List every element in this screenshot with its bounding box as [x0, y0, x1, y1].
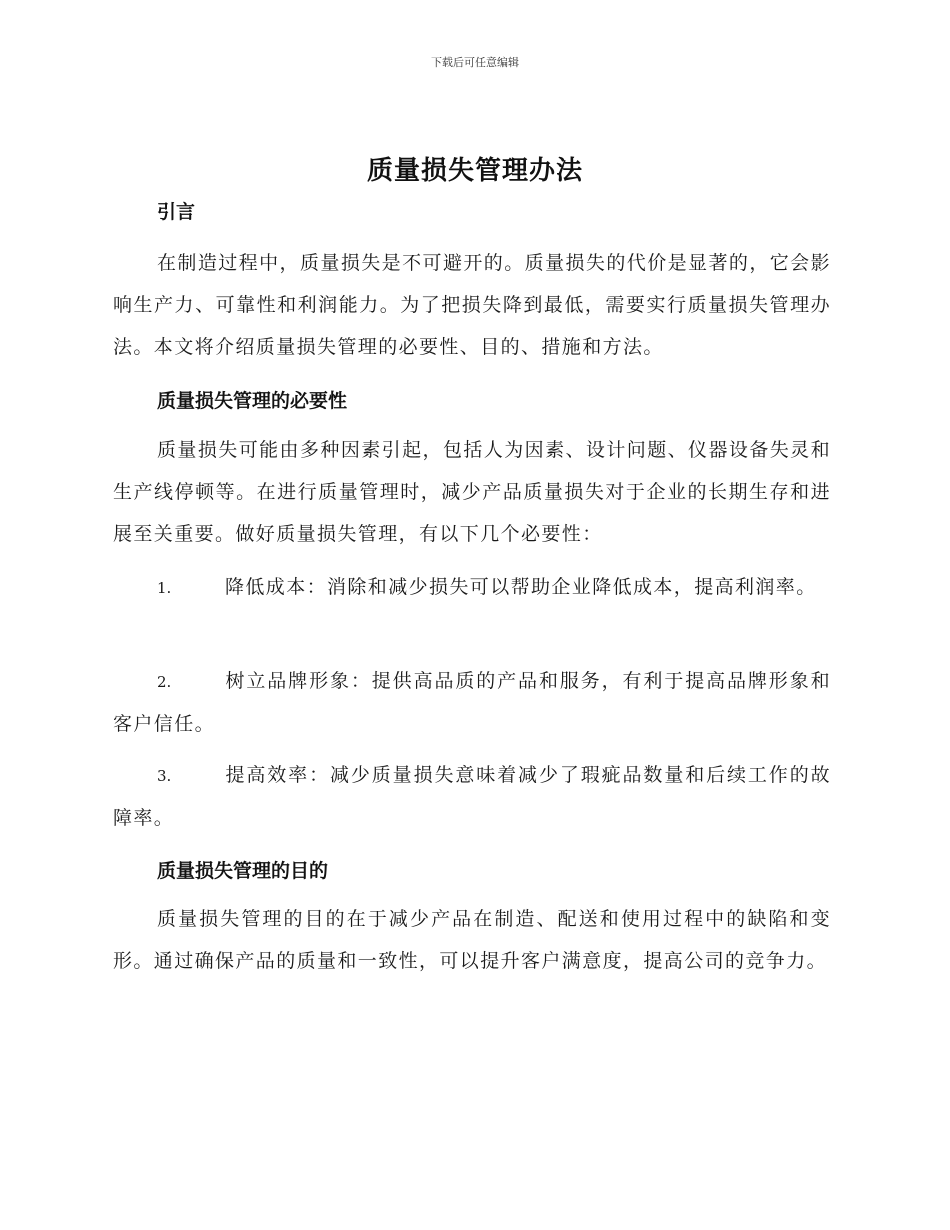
necessity-paragraph: 质量损失可能由多种因素引起，包括人为因素、设计问题、仪器设备失灵和生产线停顿等。在进行质量管理时，减少产品质量损失对于企业的长期生存和进展至关重要。做好质量损失管理，有以下几个必要性： [113, 439, 831, 545]
list-item-number: 3. [157, 767, 172, 785]
list-item-number: 1. [157, 579, 172, 597]
purpose-paragraph: 质量损失管理的目的在于减少产品在制造、配送和使用过程中的缺陷和变形。通过确保产品的质量和一致性，可以提升客户满意度，提高公司的竞争力。 [113, 908, 831, 972]
section-heading-purpose: 质量损失管理的目的 [157, 860, 329, 882]
list-item [113, 754, 831, 839]
header-note: 下载后可任意编辑 [431, 56, 519, 69]
list-item-text: 降低成本：消除和减少损失可以帮助企业降低成本，提高利润率。 [225, 576, 817, 598]
list-item [113, 566, 831, 609]
section-heading-introduction: 引言 [157, 201, 196, 223]
introduction-paragraph: 在制造过程中，质量损失是不可避开的。质量损失的代价是显著的，它会影响生产力、可靠性和利润能力。为了把损失降到最低，需要实行质量损失管理办法。本文将介绍质量损失管理的必要性、目的、措施和方法。 [113, 252, 831, 358]
list-item-text: 树立品牌形象：提供高品质的产品和服务，有利于提高品牌形象和客户信任。 [113, 670, 831, 735]
list-item-number: 2. [157, 673, 172, 691]
document-title: 质量损失管理办法 [366, 156, 583, 186]
list-item-text: 提高效率：减少质量损失意味着减少了瑕疵品数量和后续工作的故障率。 [113, 764, 831, 829]
section-heading-necessity: 质量损失管理的必要性 [157, 390, 348, 412]
list-item [113, 660, 831, 745]
